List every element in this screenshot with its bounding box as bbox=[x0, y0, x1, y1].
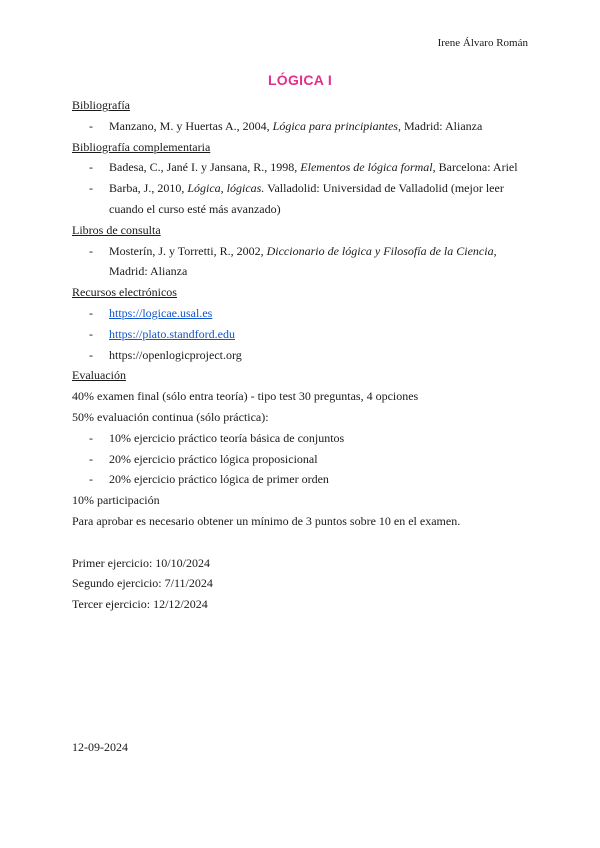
heading-bibliografia-complementaria: Bibliografía complementaria bbox=[72, 139, 211, 154]
exercise-date: Tercer ejercicio: 12/12/2024 bbox=[72, 597, 208, 612]
reference-text: Barba, J., 2010, Lógica, lógicas. Valladolid: Universidad de Valladolid (mejor leer bbox=[109, 181, 504, 196]
evaluation-item: 20% ejercicio práctico lógica de primer orden bbox=[109, 472, 329, 487]
heading-recursos-electronicos: Recursos electrónicos bbox=[72, 285, 177, 300]
resource-url-text: https://openlogicproject.org bbox=[109, 347, 242, 362]
spacer bbox=[72, 532, 532, 553]
list-dash: - bbox=[89, 430, 93, 445]
list-item bbox=[72, 303, 532, 324]
exercise-date: Segundo ejercicio: 7/11/2024 bbox=[72, 576, 213, 591]
list-dash: - bbox=[89, 451, 93, 466]
list-item bbox=[72, 428, 532, 449]
heading-libros-consulta: Libros de consulta bbox=[72, 222, 161, 237]
list-item bbox=[72, 345, 532, 366]
list-item bbox=[72, 178, 532, 220]
footer-date: 12-09-2024 bbox=[72, 740, 128, 754]
evaluation-item: 10% ejercicio práctico teoría básica de conjuntos bbox=[109, 430, 345, 445]
evaluation-item: 20% ejercicio práctico lógica proposicional bbox=[109, 451, 318, 466]
link-plato[interactable]: https://plato.standford.edu bbox=[109, 326, 235, 341]
reference-text-continued: cuando el curso esté más avanzado) bbox=[109, 201, 281, 216]
reference-text: Manzano, M. y Huertas A., 2004, Lógica para principiantes, Madrid: Alianza bbox=[109, 118, 483, 133]
exercise-date: Primer ejercicio: 10/10/2024 bbox=[72, 555, 210, 570]
list-dash: - bbox=[89, 243, 93, 258]
list-dash: - bbox=[89, 326, 93, 341]
reference-text: Badesa, C., Jané I. y Jansana, R., 1998, Elementos de lógica formal, Barcelona: Ariel bbox=[109, 160, 518, 175]
list-dash: - bbox=[89, 347, 93, 362]
reference-text: Mosterín, J. y Torretti, R., 2002, Diccionario de lógica y Filosofía de la Ciencia, bbox=[109, 243, 497, 258]
list-item bbox=[72, 469, 532, 490]
list-item bbox=[72, 449, 532, 470]
heading-bibliografia: Bibliografía bbox=[72, 98, 130, 112]
evaluation-aprobar: Para aprobar es necesario obtener un mínimo de 3 puntos sobre 10 en el examen. bbox=[72, 513, 461, 528]
list-item bbox=[72, 116, 532, 137]
list-item bbox=[72, 157, 532, 178]
list-dash: - bbox=[89, 181, 93, 196]
list-dash: - bbox=[89, 305, 93, 320]
list-item bbox=[72, 324, 532, 345]
list-item bbox=[72, 241, 532, 283]
reference-text-continued: Madrid: Alianza bbox=[109, 264, 188, 279]
list-dash: - bbox=[89, 472, 93, 487]
header-author: Irene Álvaro Román bbox=[437, 37, 528, 49]
link-logicae[interactable]: https://logicae.usal.es bbox=[109, 305, 213, 320]
heading-evaluacion: Evaluación bbox=[72, 368, 126, 383]
list-dash: - bbox=[89, 118, 93, 133]
evaluation-continua: 50% evaluación continua (sólo práctica): bbox=[72, 409, 269, 424]
document-title: LÓGICA I bbox=[267, 72, 333, 88]
list-dash: - bbox=[89, 160, 93, 175]
evaluation-participacion: 10% participación bbox=[72, 493, 160, 508]
evaluation-exam: 40% examen final (sólo entra teoría) - tipo test 30 preguntas, 4 opciones bbox=[72, 389, 419, 404]
document-body bbox=[72, 95, 532, 615]
